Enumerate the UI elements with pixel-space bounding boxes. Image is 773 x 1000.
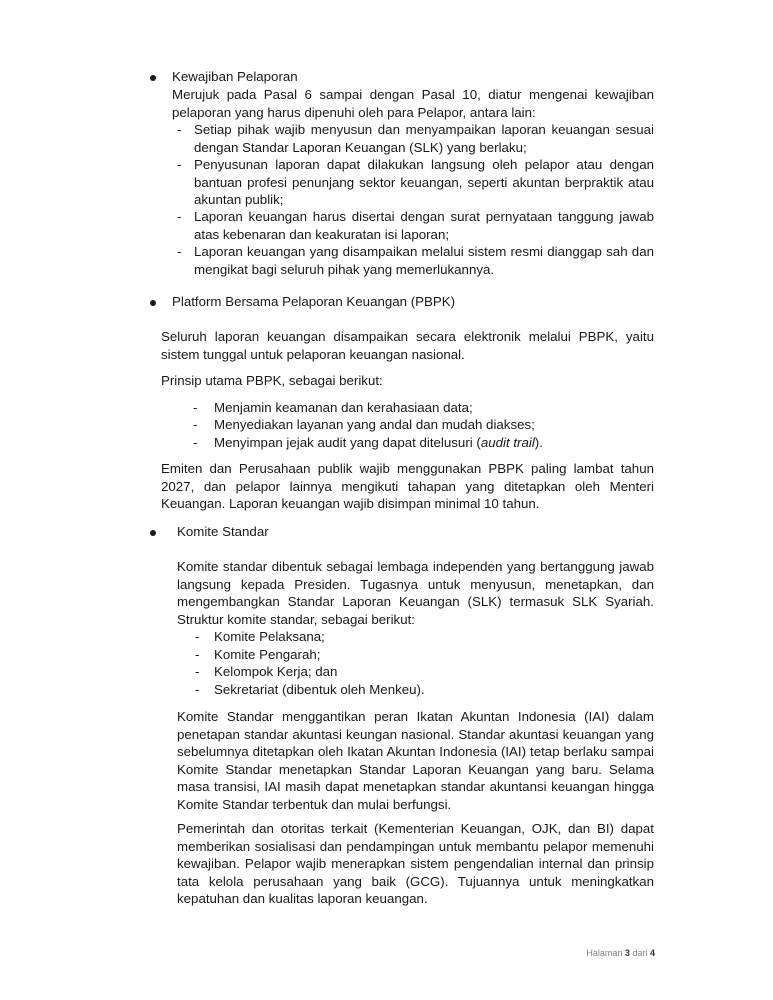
paragraph: Prinsip utama PBPK, sebagai berikut: [161,373,383,388]
list-item: Kelompok Kerja; dan [214,664,338,679]
dash-marker: - [195,629,200,644]
dash-marker: - [177,244,182,259]
dash-marker: - [193,417,198,432]
section-heading: Kewajiban Pelaporan [172,69,298,84]
list-item-text: Menyimpan jejak audit yang dapat ditelusuri ( [214,435,481,450]
bullet-icon [150,75,156,81]
paragraph: Pemerintah dan otoritas terkait (Kementerian Keuangan, OJK, dan BI) dapat memberikan sosialisasi dan pendampingan untuk membantu pelapor memenuhi kewajiban. Pelapor wajib menerapkan sistem pengendalian internal dan prinsip tata kelola perusahaan yang baik (GCG). Tujuannya untuk meningkatkan kepatuhan dan kualitas laporan keuangan. [177,821,654,907]
list-item-text-end: ). [534,435,543,450]
list-item: Sekretariat (dibentuk oleh Menkeu). [214,682,425,697]
paragraph: Seluruh laporan keuangan disampaikan secara elektronik melalui PBPK, yaitu sistem tunggal untuk pelaporan keuangan nasional. [161,329,654,362]
paragraph: Komite standar dibentuk sebagai lembaga independen yang bertanggung jawab langsung kepada Presiden. Tugasnya untuk menyusun, menetapkan, dan mengembangkan Standar Laporan Keuangan (SLK) termasuk SLK Syariah. Struktur komite standar, sebagai berikut: [177,559,654,627]
bullet-icon [150,530,156,536]
italic-term: audit trail [480,435,535,450]
dash-marker: - [193,400,198,415]
dash-marker: - [195,647,200,662]
page-total: 4 [649,948,655,958]
list-item: Penyusunan laporan dapat dilakukan langsung oleh pelapor atau dengan bantuan profesi penunjang sektor keuangan, seperti akuntan berpraktik atau akuntan publik; [194,157,654,208]
bullet-icon [150,300,156,306]
page-middle: dari [632,948,648,958]
page-current: 3 [624,948,630,958]
dash-marker: - [195,682,200,697]
dash-marker: - [195,664,200,679]
paragraph: Komite Standar menggantikan peran Ikatan Akuntan Indonesia (IAI) dalam penetapan standar akuntasi keungan nasional. Standar akuntasi keuangan yang sebelumnya ditetapkan oleh Ikatan Akuntan Indonesia (IAI) tetap berlaku sampai Komite Standar menetapkan Standar Laporan Keuangan yang baru. Selama masa transisi, IAI masih dapat menetapkan standar akuntansi keuangan hingga Komite Standar terbentuk dan mulai berfungsi. [177,709,654,812]
page-number [580,945,655,963]
dash-marker: - [177,122,182,137]
paragraph: Merujuk pada Pasal 6 sampai dengan Pasal 10, diatur mengenai kewajiban pelaporan yang harus dipenuhi oleh para Pelapor, antara lain: [172,87,654,120]
dash-marker: - [177,209,182,224]
dash-marker: - [193,435,198,450]
list-item [214,434,543,452]
list-item: Laporan keuangan harus disertai dengan surat pernyataan tanggung jawab atas kebenaran dan keakuratan isi laporan; [194,209,654,242]
dash-marker: - [177,157,182,172]
list-item: Menjamin keamanan dan kerahasiaan data; [214,400,473,415]
list-item: Menyediakan layanan yang andal dan mudah diakses; [214,417,535,432]
list-item: Setiap pihak wajib menyusun dan menyampaikan laporan keuangan sesuai dengan Standar Laporan Keuangan (SLK) yang berlaku; [194,122,654,155]
section-heading: Platform Bersama Pelaporan Keuangan (PBPK) [172,294,456,309]
section-heading: Komite Standar [177,524,269,539]
page-prefix: Halaman [586,948,623,958]
list-item: Komite Pengarah; [214,647,321,662]
list-item: Laporan keuangan yang disampaikan melalui sistem resmi dianggap sah dan mengikat bagi seluruh pihak yang memerlukannya. [194,244,654,277]
paragraph: Emiten dan Perusahaan publik wajib menggunakan PBPK paling lambat tahun 2027, dan pelapor lainnya mengikuti tahapan yang ditetapkan oleh Menteri Keuangan. Laporan keuangan wajib disimpan minimal 10 tahun. [161,461,654,512]
list-item: Komite Pelaksana; [214,629,325,644]
